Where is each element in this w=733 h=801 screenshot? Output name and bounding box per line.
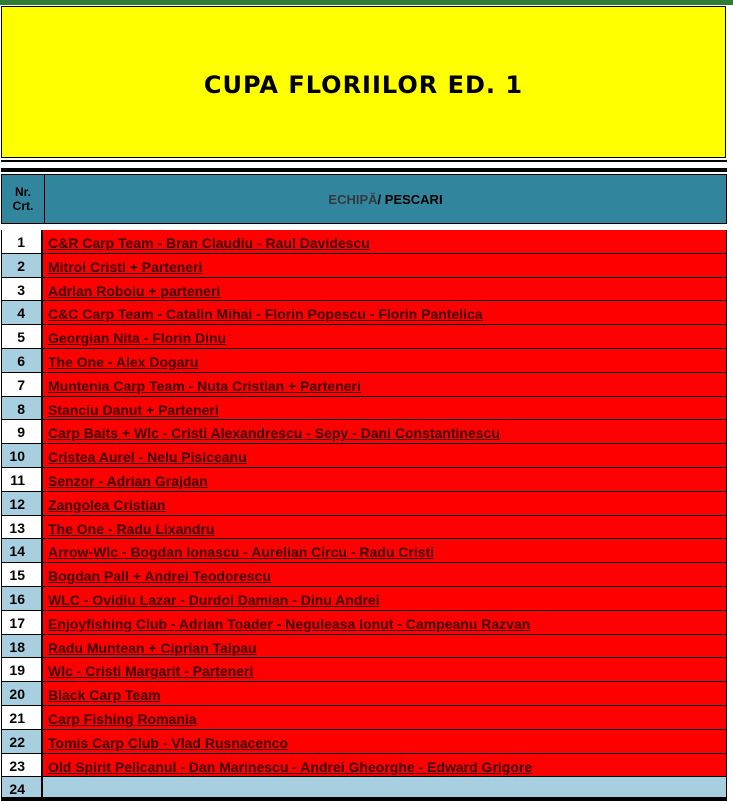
- row-number: 19: [1, 658, 43, 681]
- table-row: [1, 516, 727, 540]
- team-name: Senzor - Adrian Grajdan: [43, 468, 727, 491]
- table-row: [1, 420, 727, 444]
- divider: [1, 168, 727, 172]
- row-number: 3: [1, 278, 43, 301]
- row-number: 16: [1, 587, 43, 610]
- team-name: Muntenia Carp Team - Nuta Cristian + Parteneri: [43, 373, 727, 396]
- row-number: 9: [1, 420, 43, 443]
- team-name: Carp Baits + Wlc - Cristi Alexandrescu - Sepy - Dani Constantinescu: [43, 420, 727, 443]
- table-row: [1, 730, 727, 754]
- team-name: Old Spirit Pelicanul - Dan Marinescu - Andrei Gheorghe - Edward Grigore: [43, 754, 727, 777]
- team-name: Wlc - Cristi Margarit - Parteneri: [43, 658, 727, 681]
- table-row: [1, 301, 727, 325]
- row-number: 2: [1, 254, 43, 277]
- column-header-nr-line2: Crt.: [12, 199, 34, 213]
- team-name: Zangolea Cristian: [43, 492, 727, 515]
- table-row: [1, 397, 727, 421]
- table-row: [1, 230, 727, 254]
- table-row: [1, 658, 727, 682]
- team-name: Arrow-Wlc - Bogdan Ionascu - Aurelian Circu - Radu Cristi: [43, 539, 727, 562]
- team-name: Radu Muntean + Ciprian Talpau: [43, 635, 727, 658]
- row-number: 18: [1, 635, 43, 658]
- divider: [1, 160, 727, 162]
- table-row: [1, 254, 727, 278]
- team-name: C&R Carp Team - Bran Claudiu - Raul Davidescu: [43, 230, 727, 253]
- team-name: Carp Fishing Romania: [43, 706, 727, 729]
- table-header: [1, 174, 727, 224]
- column-header-nr: [2, 175, 45, 223]
- row-number: 5: [1, 325, 43, 348]
- row-number: 14: [1, 539, 43, 562]
- row-number: 8: [1, 397, 43, 420]
- row-number: 20: [1, 682, 43, 705]
- team-name: Stanciu Danut + Parteneri: [43, 397, 727, 420]
- table-row: [1, 587, 727, 611]
- team-table: [1, 230, 727, 801]
- team-name: Bogdan Pall + Andrei Teodorescu: [43, 563, 727, 586]
- table-row: [1, 444, 727, 468]
- table-row: [1, 635, 727, 659]
- team-name: Black Carp Team: [43, 682, 727, 705]
- row-number: 4: [1, 301, 43, 324]
- table-row: [1, 682, 727, 706]
- row-number: 12: [1, 492, 43, 515]
- row-number: 17: [1, 611, 43, 634]
- title-banner: [1, 6, 726, 158]
- column-header-team-part2: / PESCARI: [377, 191, 443, 207]
- page-title: CUPA FLORIILOR ED. 1: [203, 71, 524, 99]
- team-name: Georgian Nita - Florin Dinu: [43, 325, 727, 348]
- row-number: 10: [1, 444, 43, 467]
- table-row: [1, 539, 727, 563]
- team-name: Adrian Roboiu + parteneri: [43, 278, 727, 301]
- team-name: Enjoyfishing Club - Adrian Toader - Neguleasa Ionut - Campeanu Razvan: [43, 611, 727, 634]
- table-row: [1, 325, 727, 349]
- table-row: [1, 468, 727, 492]
- table-row: [1, 706, 727, 730]
- table-row: [1, 373, 727, 397]
- top-border: [0, 0, 733, 5]
- table-row: [1, 278, 727, 302]
- row-number: 11: [1, 468, 43, 491]
- table-row: [1, 563, 727, 587]
- table-row: [1, 492, 727, 516]
- column-header-nr-line1: Nr.: [14, 185, 31, 199]
- row-number: 22: [1, 730, 43, 753]
- team-name: Tomis Carp Club - Vlad Rusnacenco: [43, 730, 727, 753]
- team-name: Mitroi Cristi + Parteneri: [43, 254, 727, 277]
- table-row: [1, 349, 727, 373]
- row-number: 21: [1, 706, 43, 729]
- row-number: 13: [1, 516, 43, 539]
- row-number: 6: [1, 349, 43, 372]
- row-number: 23: [1, 754, 43, 777]
- team-name: The One - Radu Lixandru: [43, 516, 727, 539]
- team-name: WLC - Ovidiu Lazar - Durdoi Damian - Dinu Andrei: [43, 587, 727, 610]
- table-row: [1, 611, 727, 635]
- row-number: 1: [1, 230, 43, 253]
- team-name: The One - Alex Dogaru: [43, 349, 727, 372]
- column-header-team-part1: ECHIPĂ: [328, 191, 378, 207]
- team-name: Cristea Aurel - Nelu Pisiceanu: [43, 444, 727, 467]
- team-name: C&C Carp Team - Catalin Mihai - Florin Popescu - Florin Pantelica: [43, 301, 727, 324]
- row-number: 7: [1, 373, 43, 396]
- column-header-team: [45, 175, 726, 223]
- row-number: 24: [1, 777, 43, 800]
- table-row: [1, 754, 727, 778]
- row-number: 15: [1, 563, 43, 586]
